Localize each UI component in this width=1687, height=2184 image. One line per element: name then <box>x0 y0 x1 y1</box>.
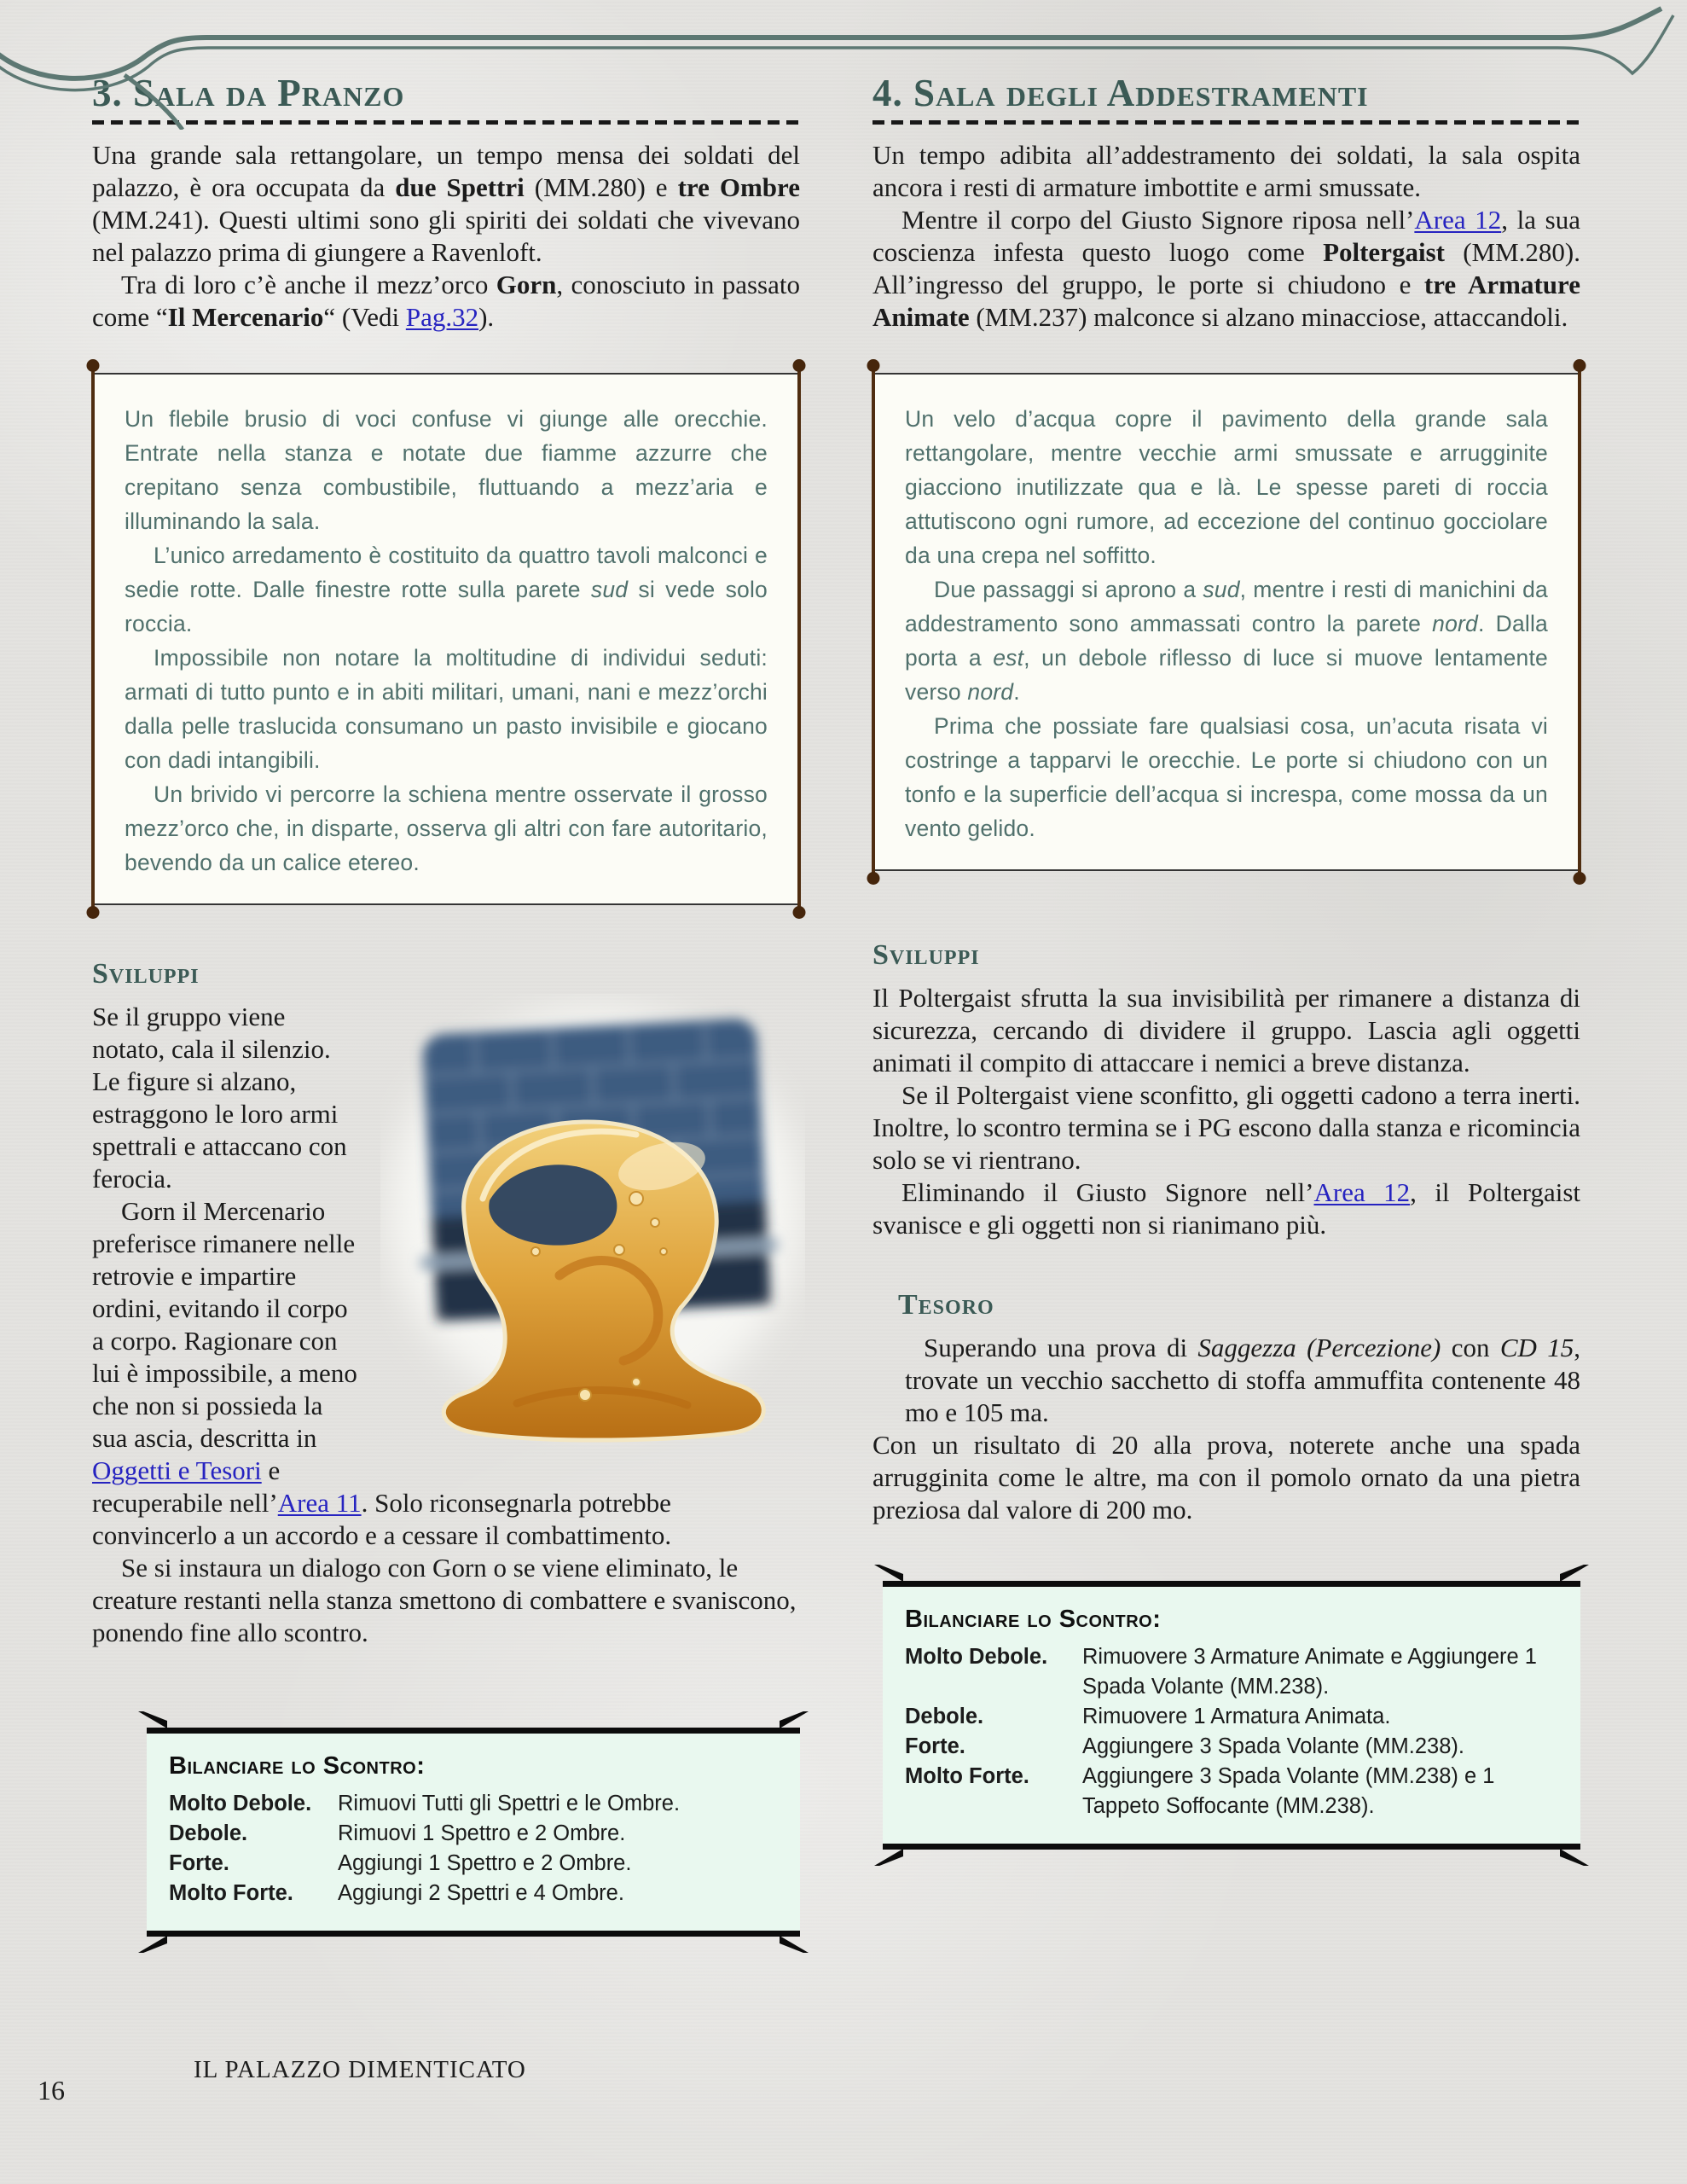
corner-flap-icon <box>874 1849 903 1866</box>
corner-flap-icon <box>780 1711 809 1728</box>
pin-decoration-right <box>797 366 801 912</box>
encounter-row <box>169 1849 778 1879</box>
encounter-row <box>905 1642 1558 1702</box>
left-column <box>92 72 800 1937</box>
link-area-12[interactable]: Area 12 <box>1414 205 1502 235</box>
section-heading-sala-addestramenti: 4. Sala degli Addestramenti <box>872 72 1369 114</box>
corner-flap-icon <box>1560 1849 1589 1866</box>
read-aloud-paragraph: Prima che possiate fare qualsiasi cosa, un’acuta risata vi costringe a tapparvi le orecchie. Le porte si chiudono con un tonfo e la superficie dell’acqua si increspa, come mossa da un vento gelido. <box>905 713 1548 841</box>
link-area-12-2[interactable]: Area 12 <box>1313 1177 1411 1207</box>
encounter-row <box>169 1789 778 1819</box>
link-area-11[interactable]: Area 11 <box>277 1488 362 1518</box>
encounter-box-title: Bilanciare lo Scontro: <box>905 1606 1162 1633</box>
section-heading-sala-da-pranzo: 3. Sala da Pranzo <box>92 72 405 114</box>
difficulty-label: Forte. <box>905 1734 965 1758</box>
difficulty-text: Aggiungere 3 Spada Volante (MM.238) e 1 Tappeto Soffocante (MM.238). <box>1082 1764 1495 1818</box>
difficulty-label: Forte. <box>169 1851 229 1875</box>
read-aloud-paragraph: L’unico arredamento è costituito da quattro tavoli malconci e sedie rotte. Dalle finestre rotte sulla parete sud si vede solo roccia. <box>125 543 768 636</box>
read-aloud-box <box>872 373 1580 871</box>
sviluppi-section <box>92 958 800 1649</box>
difficulty-text: Rimuovi Tutti gli Spettri e le Ombre. <box>338 1792 681 1815</box>
difficulty-text: Rimuovere 1 Armatura Animata. <box>1082 1705 1391 1728</box>
page-number: 16 <box>38 2075 65 2106</box>
encounter-row <box>905 1732 1558 1762</box>
sviluppi-section <box>872 939 1580 1241</box>
pin-decoration-left <box>91 366 95 912</box>
difficulty-text: Rimuovi 1 Spettro e 2 Ombre. <box>338 1821 626 1845</box>
read-aloud-paragraph: Un velo d’acqua copre il pavimento della grande sala rettangolare, mentre vecchie armi smussate e arrugginite giacciono inutilizzate qua e là. Le spesse pareti di roccia attutiscono ogni rumore, ad eccezione del continuo gocciolare da una crepa nel soffitto. <box>905 406 1548 568</box>
paragraph: Se il Poltergaist viene sconfitto, gli oggetti cadono a terra inerti. Inoltre, lo scontro termina se i PG escono dalla stanza e ricomincia solo se vi rientrano. <box>872 1080 1580 1175</box>
tesoro-section <box>872 1289 1580 1526</box>
corner-flap-icon <box>874 1565 903 1582</box>
corner-flap-icon <box>780 1936 809 1953</box>
link-oggetti-e-tesori[interactable]: Oggetti e Tesori <box>92 1455 262 1485</box>
difficulty-text: Rimuovere 3 Armature Animate e Aggiungere 1 Spada Volante (MM.238). <box>1082 1645 1537 1699</box>
paragraph: Se si instaura un dialogo con Gorn o se viene eliminato, le creature restanti nella stanza smettono di combattere e svaniscono, ponendo fine allo scontro. <box>92 1553 797 1647</box>
encounter-balance-box <box>883 1581 1580 1850</box>
difficulty-label: Molto Debole. <box>905 1645 1048 1669</box>
paragraph: Un tempo adibita all’addestramento dei soldati, la sala ospita ancora i resti di armature imbottite e armi smussate. <box>872 140 1580 202</box>
encounter-row <box>905 1762 1558 1821</box>
paragraph: Eliminando il Giusto Signore nell’Area 12, il Poltergaist svanisce e gli oggetti non si rianimano più. <box>872 1177 1580 1240</box>
ooze-illustration <box>380 994 805 1459</box>
paragraph: Se il gruppo viene notato, cala il silenzio. Le figure si alzano, estraggono le loro armi spettrali e attaccano con ferocia. <box>92 1002 347 1194</box>
paragraph: Superando una prova di Saggezza (Percezione) con CD 15, trovate un vecchio sacchetto di stoffa ammuffita contenente 48 mo e 105 ma. <box>905 1333 1580 1427</box>
encounter-box-title: Bilanciare lo Scontro: <box>169 1752 426 1780</box>
pin-decoration-right <box>1578 366 1581 878</box>
right-column <box>872 72 1580 1850</box>
difficulty-label: Debole. <box>169 1821 248 1845</box>
read-aloud-paragraph: Un brivido vi percorre la schiena mentre osservate il grosso mezz’orco che, in disparte, osserva gli altri con fare autoritario, bevendo da un calice etereo. <box>125 781 768 875</box>
difficulty-label: Molto Forte. <box>169 1881 293 1905</box>
encounter-balance-box <box>147 1728 800 1937</box>
paragraph: Mentre il corpo del Giusto Signore riposa nell’Area 12, la sua coscienza infesta questo luogo come Poltergaist (MM.280). All’ingresso del gruppo, le porte si chiudono e tre Armature Animate (MM.237) malconce si alzano minacciose, attaccandoli. <box>872 205 1580 332</box>
paragraph: Con un risultato di 20 alla prova, noterete anche una spada arrugginita come le altre, ma con il pomolo ornato da una pietra preziosa dal valore di 200 mo. <box>872 1430 1580 1525</box>
difficulty-label: Molto Debole. <box>169 1792 312 1815</box>
difficulty-text: Aggiungi 1 Spettro e 2 Ombre. <box>338 1851 632 1875</box>
read-aloud-paragraph: Un flebile brusio di voci confuse vi giunge alle orecchie. Entrate nella stanza e notate due fiamme azzurre che crepitano senza combustibile, fluttuando a mezz’aria e illuminando la sala. <box>125 406 768 534</box>
sviluppi-heading: Sviluppi <box>872 939 980 971</box>
difficulty-text: Aggiungi 2 Spettri e 4 Ombre. <box>338 1881 624 1905</box>
difficulty-label: Molto Forte. <box>905 1764 1029 1788</box>
paragraph: Il Poltergaist sfrutta la sua invisibilità per rimanere a distanza di sicurezza, cercando di dividere il gruppo. Lascia agli oggetti animati il compito di attaccare i nemici a breve distanza. <box>872 983 1580 1077</box>
read-aloud-paragraph: Impossibile non notare la moltitudine di individui seduti: armati di tutto punto e in abiti militari, umani, nani e mezz’orchi dalla pelle traslucida consumano un pasto invisibile e giocano con dadi intangibili. <box>125 645 768 773</box>
paragraph: Tra di loro c’è anche il mezz’orco Gorn, conosciuto in passato come “Il Mercenario“ (Vedi Pag.32). <box>92 270 800 332</box>
corner-flap-icon <box>138 1936 167 1953</box>
read-aloud-paragraph: Due passaggi si aprono a sud, mentre i resti di manichini da addestramento sono ammassati contro la parete nord. Dalla porta a est, un debole riflesso di luce si muove lentamente verso nord. <box>905 577 1548 705</box>
encounter-row <box>169 1879 778 1908</box>
encounter-row <box>905 1702 1558 1732</box>
read-aloud-box <box>92 373 800 905</box>
corner-flap-icon <box>138 1711 167 1728</box>
corner-flap-icon <box>1560 1565 1589 1582</box>
encounter-row <box>169 1819 778 1849</box>
difficulty-text: Aggiungere 3 Spada Volante (MM.238). <box>1082 1734 1464 1758</box>
paragraph: Gorn il Mercenario preferisce rimanere nelle retrovie e impartire ordini, evitando il corpo a corpo. Ragionare con lui è impossibile, a meno che non si possieda la sua ascia, descritta in Oggetti e Tesori e recuperabile nell’Area 11. Solo riconsegnarla potrebbe convincerlo a un accordo e a cessare il combattimento. <box>92 1196 672 1550</box>
sviluppi-heading: Sviluppi <box>92 958 200 990</box>
difficulty-label: Debole. <box>905 1705 984 1728</box>
footer-flourish-line <box>0 0 1687 130</box>
pin-decoration-left <box>872 366 875 878</box>
link-pag-32[interactable]: Pag.32 <box>405 302 479 332</box>
tesoro-heading: Tesoro <box>898 1289 994 1321</box>
footer-title: IL PALAZZO DIMENTICATO <box>194 2056 526 2083</box>
paragraph: Una grande sala rettangolare, un tempo mensa dei soldati del palazzo, è ora occupata da due Spettri (MM.280) e tre Ombre (MM.241). Questi ultimi sono gli spiriti dei soldati che vivevano nel palazzo prima di giungere a Ravenloft. <box>92 140 800 267</box>
